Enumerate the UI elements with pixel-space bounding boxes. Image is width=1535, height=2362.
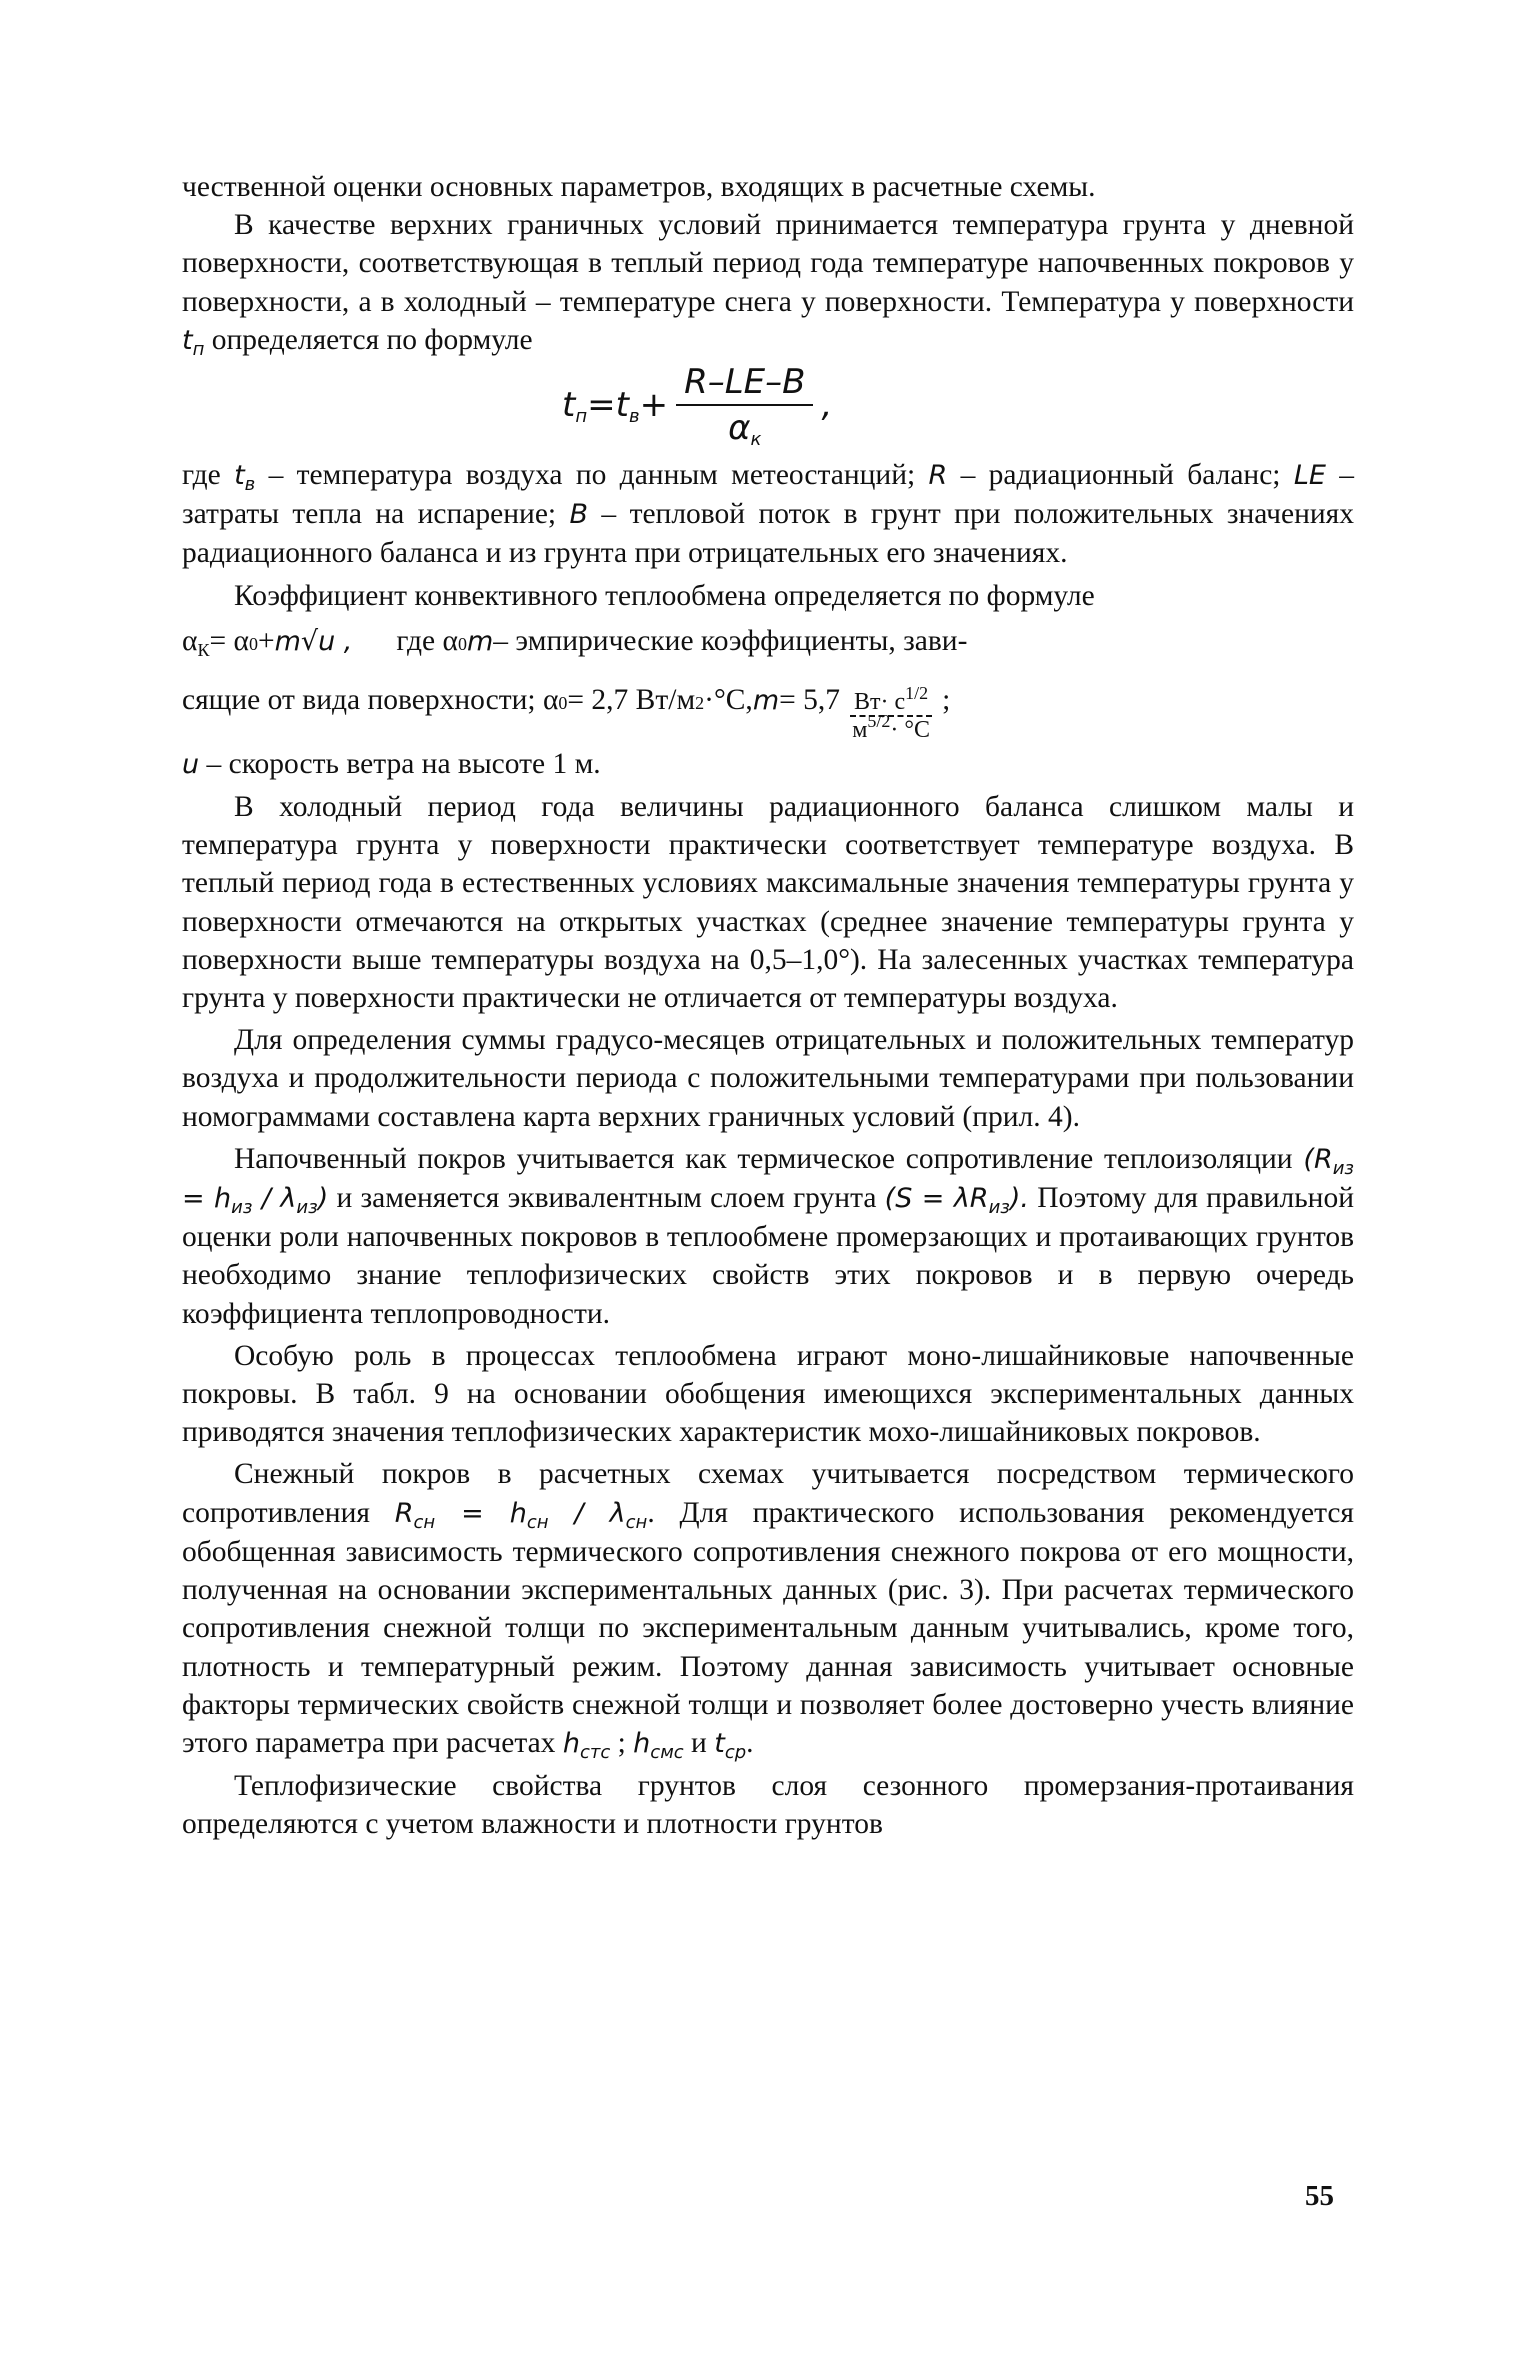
paragraph-cold-period: В холодный период года величины радиационного баланса слишком малы и температура грунта у поверхности практически соответствует температуре воздуха. В теплый период года в естественных условиях максимальные значения температуры грунта у поверхности отмечаются на открытых участках (среднее значение температуры грунта у поверхности выше температуры воздуха на 0,5–1,0°). На залесенных участках температура грунта у поверхности практически не отличается от температуры воздуха. [182,791,1354,1015]
symbol-R: R [928,460,948,492]
formula-surface-temperature [182,362,1354,450]
symbol-t-sr: $t_{ср}$ [714,1727,747,1763]
symbol-LE: LE [1293,460,1326,492]
paragraph-snow-cover: Снежный покров в расчетных схемах учитывается посредством термического сопротивления $R_{сн} = h_{сн} / \lambda_{сн}$. Для практического использования рекомендуется обобщенная зависимость термического сопротивления снежного покрова от его мощности, полученная на основании экспериментальных данных (рис. 3). При расчетах термического сопротивления снежной толщи по экспериментальным данным учитывались, кроме того, плотность и температурный режим. Поэтому данная зависимость учитывает основные факторы термических свойств снежной толщи и позволяет более достоверно учесть влияние этого параметра при расчетах $h_{стс}$ ; $h_{смс}$ и $t_{ср}$. [182,1458,1354,1763]
formula-snow-resistance: $R_{сн} = h_{сн} / \lambda_{сн}$ [394,1497,648,1533]
line-coefficient-values: сящие от вида поверхности; α 0 = 2,7 Вт/м 2 ·°C, m = 5,7 $\frac{Вт\cdot с^{1/2}}{м^{5/2}\cdot ^\circ C}$ ; [182,682,951,743]
paragraph-continuation: чественной оценки основных параметров, входящих в расчетные схемы. [182,171,1096,203]
symbol-u: u [182,748,200,780]
unit-numerator: $Вт\cdot с^{1/2}$ [850,689,932,717]
symbol-h-stc: $h_{стс}$ [562,1727,611,1763]
formula-equivalent-layer: $(S = \lambda R_{из})$. [884,1183,1029,1219]
symbol-m: m [274,625,301,657]
text: В качестве верхних граничных условий принимается температура грунта у дневной поверхности, соответствующая в теплый период года температуре напочвенных покровов у поверхности, а в холодный – температуре снега у поверхности. Температура у поверхности [182,209,1354,318]
unit-fraction [850,682,932,743]
formula-air-temp: $t_в$ [615,385,640,428]
symbol-sqrt-u: √u , [300,625,353,657]
text: определяется по формуле [204,323,533,356]
paragraph-wind-speed: u – скорость ветра на высоте 1 м. [182,747,601,780]
paragraph-convective-coefficient: Коэффициент конвективного теплообмена определяется по формуле [234,579,1095,612]
unit-denominator: $м^{5/2}\cdot ^\circ C$ [852,710,930,743]
paragraph-upper-boundary [182,206,1354,360]
formula-ak: $\alpha_К$ [182,624,210,660]
paragraph-ground-cover: Напочвенный покров учитывается как термическое сопротивление теплоизоляции $(R_{из} = h_{из} / \lambda_{из})$ и заменяется эквивалентным слоем грунта $(S = \lambda R_{из})$. Поэтому для правильной оценки роли напочвенных покровов в теплообмене промерзающих и протаивающих грунтов необходимо знание теплофизических свойств этих покровов и в первую очередь коэффициента теплопроводности. [182,1142,1354,1330]
formula-plus: + [639,385,669,426]
paragraph-degree-months: Для определения суммы градусо-месяцев отрицательных и положительных температур воздуха и продолжительности периода с положительными температурами при пользовании номограммами составлена карта верхних граничных условий (прил. 4). [182,1024,1354,1133]
symbol-B: B [569,499,589,531]
paragraph-moss-lichen: Особую роль в процессах теплообмена играют моно-лишайниковые напочвенные покровы. В табл. 9 на основании обобщения имеющихся экспериментальных данных приводятся значения теплофизических характеристик мохо-лишайниковых покровов. [182,1339,1354,1449]
symbol-m: m [752,684,780,716]
symbol-t-air: $t_в$ [234,460,256,496]
symbol-h-smc: $h_{смс}$ [633,1727,684,1763]
paragraph-where-definitions: где $t_в$ – температура воздуха по данным метеостанций; R – радиационный баланс; LE – затраты тепла на испарение; B – тепловой поток в грунт при положительных значениях радиационного баланса и из грунта при отрицательных его значениях. [182,459,1355,570]
paragraph-thermophysical: Теплофизические свойства грунтов слоя сезонного промерзания-протаивания определяются с учетом влажности и плотности грунтов [182,1770,1354,1841]
formula-fraction [676,362,813,451]
formula-thermal-resistance: $(R_{из} = h_{из} / \lambda_{из})$ [182,1143,1354,1219]
text-column [182,168,1354,1844]
formula-convective: $\alpha_К$ = α 0 + m √u , где α 0 m – эмпирические коэффициенты, зави- [182,621,1354,662]
fraction-numerator: R–LE–B [676,362,813,406]
page-number: 55 [1305,2180,1334,2212]
fraction-denominator: $\alpha_к$ [728,408,762,451]
formula-eq: = [587,385,616,426]
formula-comma: , [821,385,833,426]
symbol-t-surface: $t_п$ [182,324,205,360]
formula-lhs: $t_п$ [562,385,588,428]
